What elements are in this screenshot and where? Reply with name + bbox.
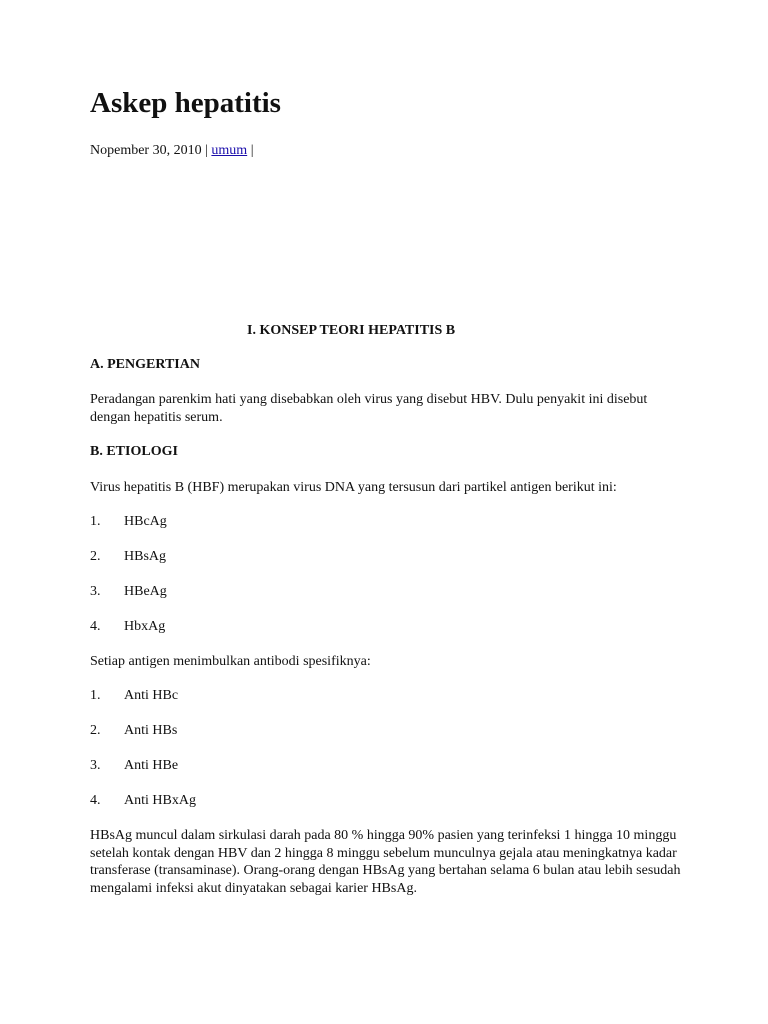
list-item-antigen [90,513,167,531]
list-item-antibody [90,687,178,705]
list-text: HBsAg [124,549,167,564]
section-title: I. KONSEP TEORI HEPATITIS B [247,323,456,338]
list-text: Anti HBe [124,758,179,773]
list-number: 2. [90,723,101,738]
list-number: 4. [90,619,101,634]
meta-separator: | [247,143,254,158]
post-date: Nopember 30, 2010 [90,143,202,158]
heading-pengertian: A. PENGERTIAN [90,357,200,372]
list-number: 2. [90,549,101,564]
list-number: 3. [90,584,101,599]
paragraph-hbsag: HBsAg muncul dalam sirkulasi darah pada 80 % hingga 90% pasien yang terinfeksi 1 hingga 10 minggu setelah kontak dengan HBV dan 2 hingga 8 minggu sebelum munculnya gejala atau meningkatnya kadar transferase (transaminase). Orang-orang dengan HBsAg yang bertahan selama 6 bulan atau lebih sesudah mengalami infeksi akut dinyatakan sebagai karier HBsAg. [90,828,681,896]
list-text: HBeAg [124,584,167,599]
list-item-antigen [90,548,166,566]
list-text: HbxAg [124,619,166,634]
list-item-antigen [90,583,167,601]
meta-separator: | [201,143,212,158]
list-item-antigen [90,618,165,636]
list-number: 3. [90,758,101,773]
list-number: 4. [90,793,101,808]
list-item-antibody [90,722,177,740]
paragraph-pengertian: Peradangan parenkim hati yang disebabkan oleh virus yang disebut HBV. Dulu penyakit ini disebut dengan hepatitis serum. [90,392,648,425]
list-text: Anti HBc [124,688,179,703]
list-item-antibody [90,757,178,775]
list-text: HBcAg [124,514,167,529]
list-text: Anti HBs [124,723,178,738]
post-meta [90,142,254,160]
paragraph-antibody-intro: Setiap antigen menimbulkan antibodi spesifiknya: [90,654,371,669]
page-title: Askep hepatitis [90,87,281,119]
list-number: 1. [90,688,101,703]
paragraph-etiologi-intro: Virus hepatitis B (HBF) merupakan virus DNA yang tersusun dari partikel antigen berikut ini: [90,480,617,495]
heading-etiologi: B. ETIOLOGI [90,444,178,459]
list-text: Anti HBxAg [124,793,196,808]
list-number: 1. [90,514,101,529]
list-item-antibody [90,792,196,810]
category-link[interactable]: umum [211,143,248,158]
